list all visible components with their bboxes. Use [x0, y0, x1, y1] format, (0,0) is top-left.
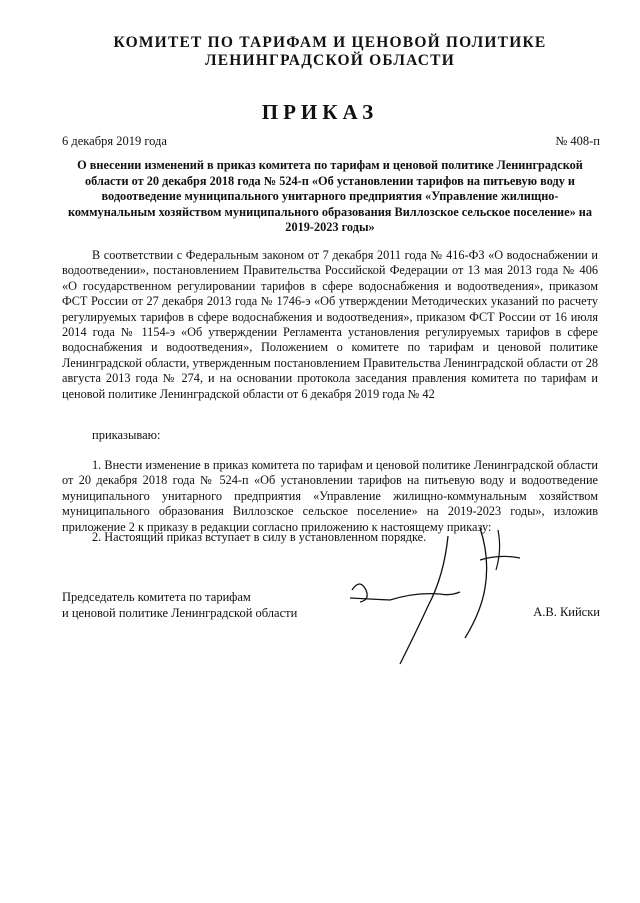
document-subject: О внесении изменений в приказ комитета по тарифам и ценовой политике Ленинградской области от 20 декабря 2018 года № 524-п «Об установлении тарифов на питьевую воду и водоотведение муниципального унитарного предприятия «Управление жилищно-коммунальным хозяйством муниципального образования Виллозское сельское поселение» на 2019-2023 годы»: [67, 158, 593, 235]
document-number: № 408-п: [555, 134, 600, 148]
organization-header: [40, 34, 620, 70]
org-line-2: ЛЕНИНГРАДСКОЙ ОБЛАСТИ: [205, 52, 455, 69]
document-date: 6 декабря 2019 года: [62, 134, 167, 148]
document-type-title: ПРИКАЗ: [261, 100, 379, 124]
item-2-paragraph: 2. Настоящий приказ вступает в силу в установленном порядке.: [92, 530, 427, 544]
signatory-name: А.В. Кийски: [533, 605, 600, 619]
order-word: приказываю:: [92, 428, 161, 442]
preamble-paragraph: В соответствии с Федеральным законом от 7 декабря 2011 года № 416-ФЗ «О водоснабжении и водоотведении», постановлением Правительства Российской Федерации от 13 мая 2013 года № 406 «О государственном регулировании тарифов в сфере водоснабжения и водоотведения», приказом ФСТ России от 27 декабря 2013 года № 1746-э «Об утверждении Методических указаний по расчету регулируемых тарифов в сфере водоснабжения и водоотведения», приказом ФСТ России от 16 июля 2014 года № 1154-э «Об утверждении Регламента установления регулируемых тарифов в сфере водоснабжения и водоотведения», Положением о комитете по тарифам и ценовой политике Ленинградской области, утвержденным постановлением Правительства Ленинградской области от 28 августа 2013 года № 274, и на основании протокола заседания правления комитета по тарифам и ценовой политике Ленинградской области от 6 декабря 2019 года № 42: [62, 248, 598, 401]
signatory-position: [62, 590, 297, 621]
handwritten-signature: [330, 520, 560, 670]
signatory-position-line-1: Председатель комитета по тарифам: [62, 590, 251, 604]
item-1-paragraph: 1. Внести изменение в приказ комитета по тарифам и ценовой политике Ленинградской области от 20 декабря 2018 года № 524-п «Об установлении тарифов на питьевую воду и водоотведение муниципального унитарного предприятия «Управление жилищно-коммунальным хозяйством муниципального образования Виллозское сельское поселение» на 2019-2023 годы», изложив приложение 2 к приказу в редакции согласно приложению к настоящему приказу:: [62, 458, 598, 534]
org-line-1: КОМИТЕТ ПО ТАРИФАМ И ЦЕНОВОЙ ПОЛИТИКЕ: [113, 34, 547, 51]
signatory-position-line-2: и ценовой политике Ленинградской области: [62, 605, 298, 620]
